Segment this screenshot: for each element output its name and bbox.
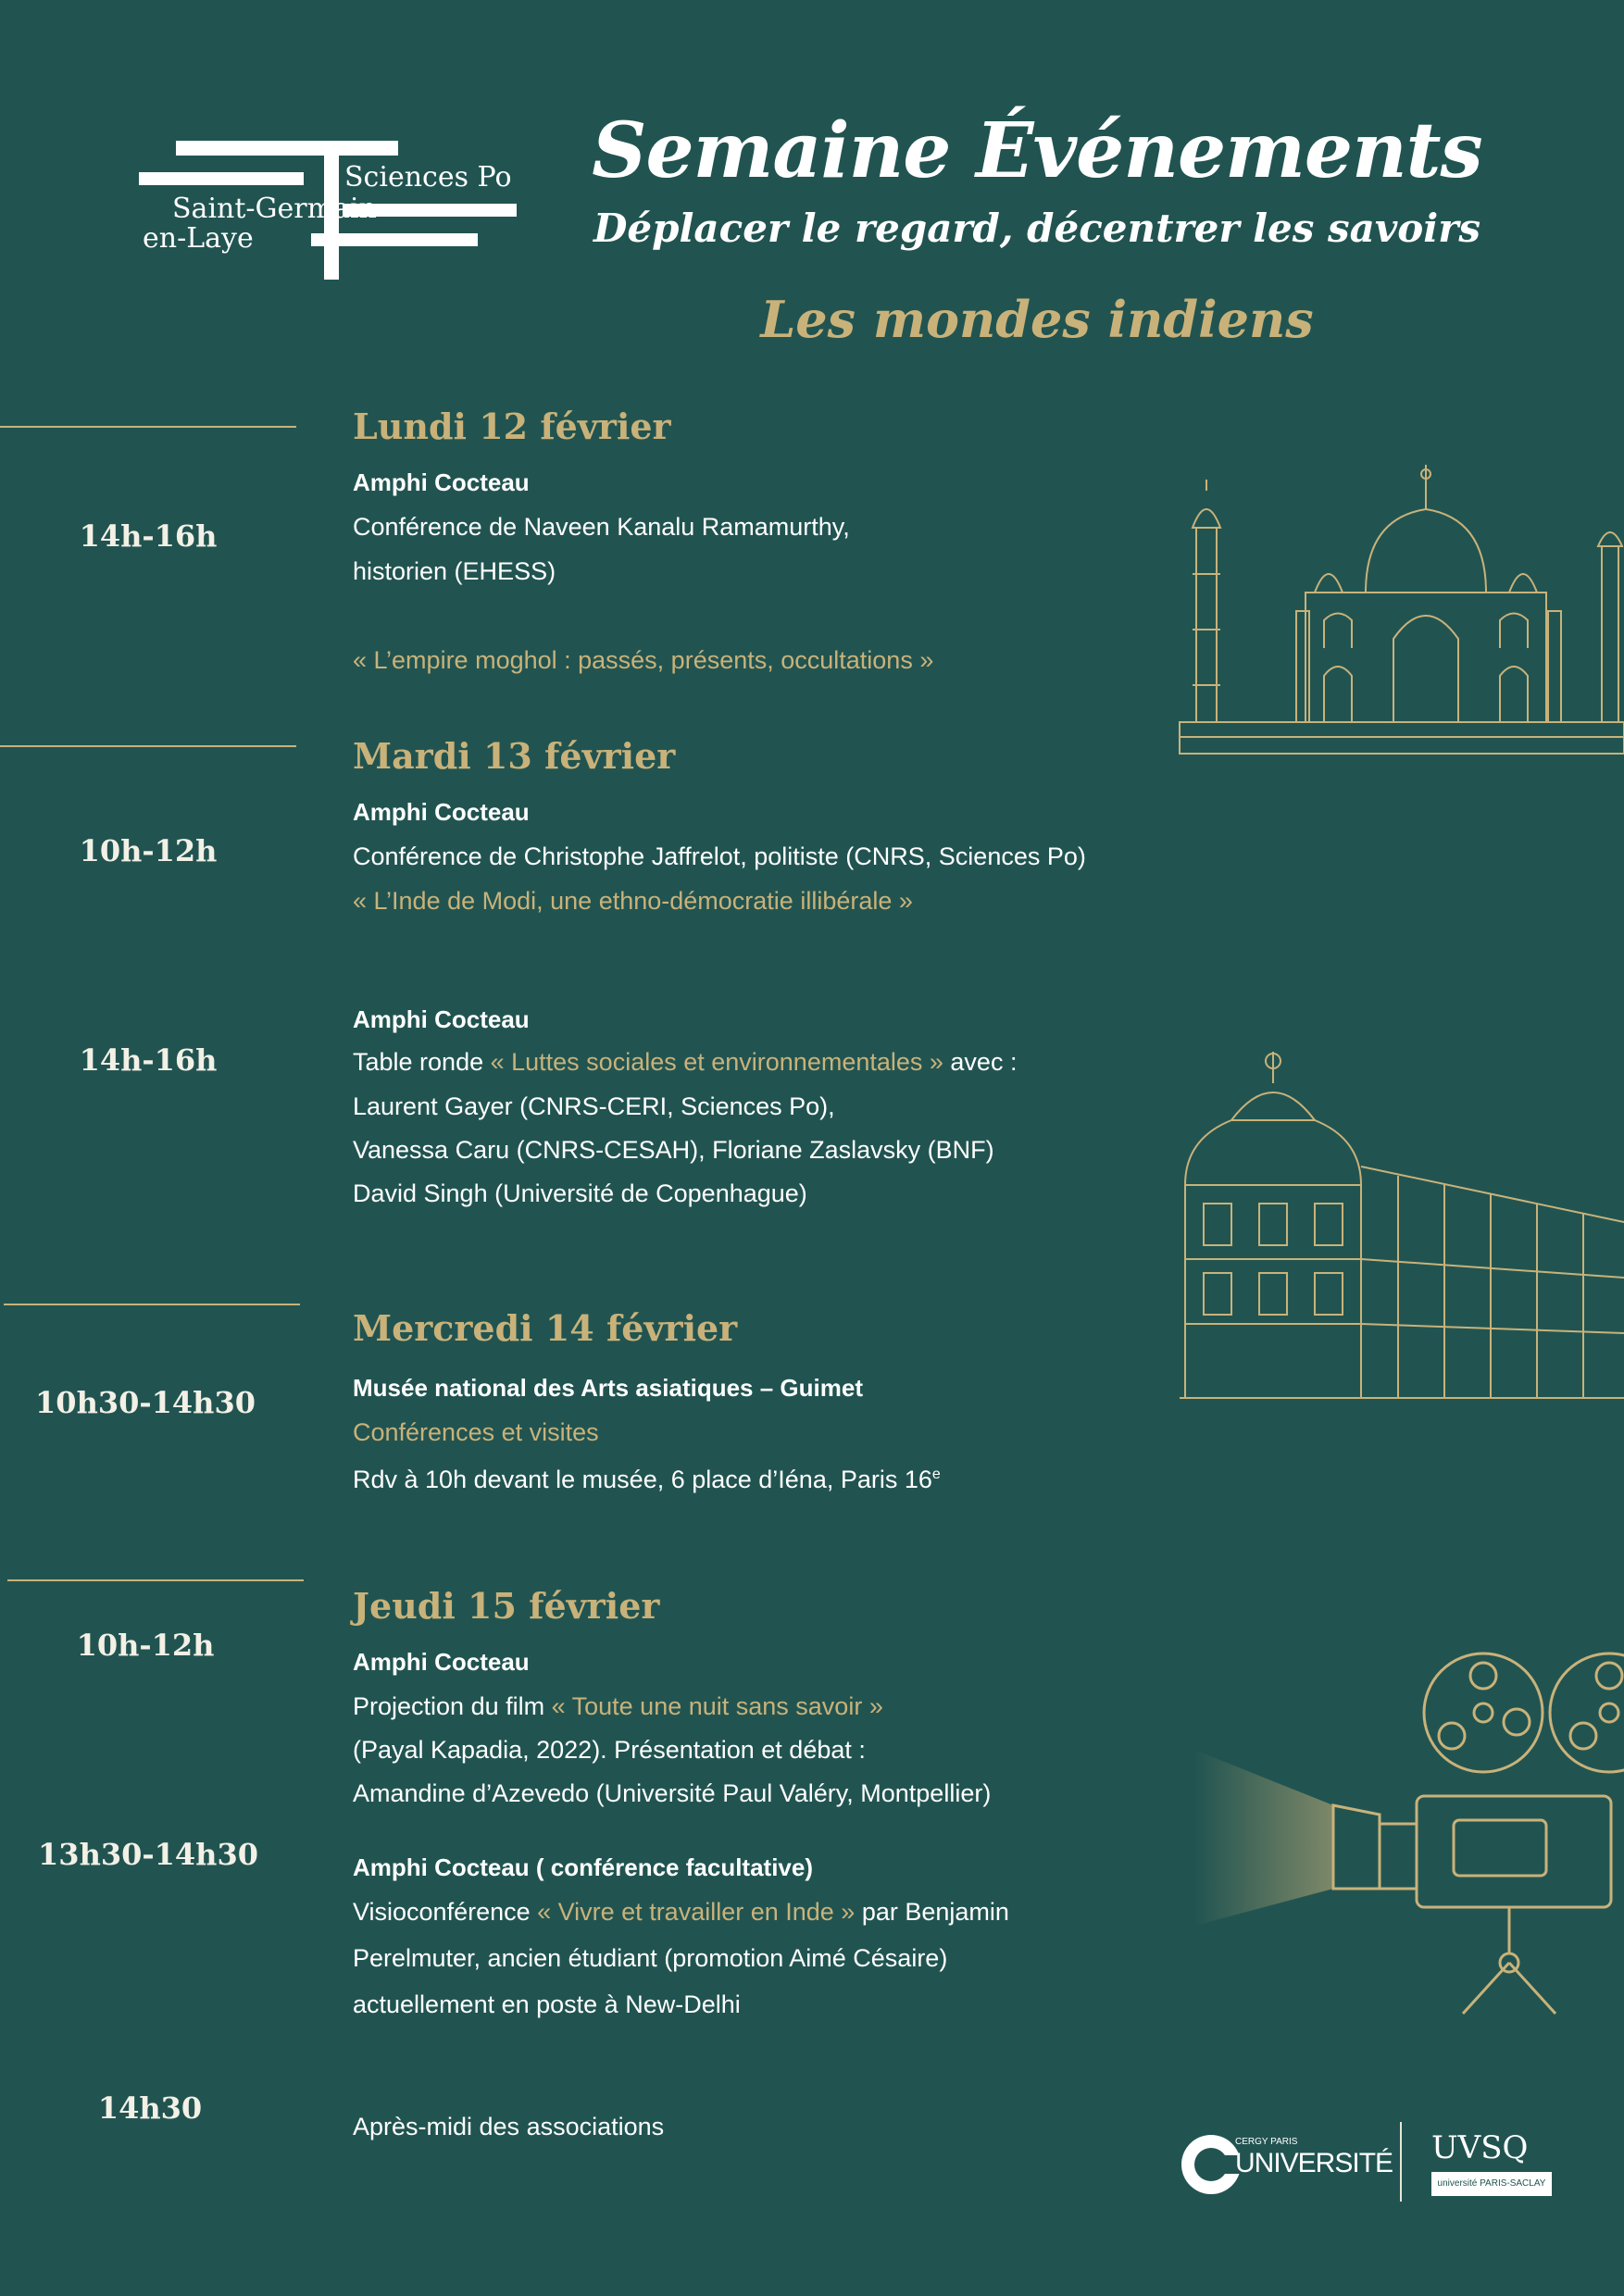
rdv-superscript: e [931, 1466, 941, 1482]
text-thursday-film-line2: (Payal Kapadia, 2022). Présentation et débat : [353, 1736, 866, 1764]
venue-monday: Amphi Cocteau [353, 468, 530, 496]
logo-bar-top [176, 141, 398, 156]
venue-thursday-1: Amphi Cocteau [353, 1648, 530, 1676]
visio-title: « Vivre et travailler en Inde » [537, 1898, 856, 1926]
logo-text-sciences-po: Sciences Po [344, 161, 512, 193]
text-monday-line2: historien (EHESS) [353, 557, 556, 585]
page-title: Semaine Événements [592, 106, 1482, 195]
time-thursday-3: 14h30 [97, 2090, 203, 2126]
sciences-po-logo [139, 137, 528, 285]
text-wednesday-activity: Conférences et visites [353, 1418, 599, 1446]
uvsq-logo-text: UVSQ [1431, 2129, 1529, 2166]
text-tuesday-speaker3: David Singh (Université de Copenhague) [353, 1179, 807, 1207]
visio-prefix: Visioconférence [353, 1898, 538, 1926]
day-heading-wednesday: Mercredi 14 février [353, 1307, 738, 1349]
text-monday-line1: Conférence de Naveen Kanalu Ramamurthy, [353, 513, 850, 541]
cy-logo-main-text: UNIVERSITÉ [1235, 2148, 1393, 2178]
text-wednesday-rdv [353, 1466, 941, 1494]
text-tuesday-speaker2: Vanessa Caru (CNRS-CESAH), Floriane Zaslavsky (BNF) [353, 1136, 994, 1164]
page-theme: Les mondes indiens [760, 290, 1314, 349]
cy-logo-mark-icon [1178, 2128, 1243, 2202]
divider-tuesday [0, 745, 296, 747]
museum-building-illustration [1176, 1046, 1624, 1400]
roundtable-title: « Luttes sociales et environnementales » [490, 1048, 943, 1076]
divider-monday [0, 426, 296, 428]
taj-mahal-illustration [1176, 454, 1624, 768]
time-thursday-1: 10h-12h [76, 1628, 215, 1663]
text-thursday-film [353, 1692, 883, 1721]
logo-text-saint-germain: Saint-Germain [172, 193, 377, 225]
day-heading-thursday: Jeudi 15 février [353, 1585, 660, 1627]
time-monday: 14h-16h [79, 518, 218, 554]
text-thursday-film-line3: Amandine d’Azevedo (Université Paul Valéry, Montpellier) [353, 1779, 992, 1807]
uvsq-logo [1431, 2129, 1554, 2200]
venue-thursday-2: Amphi Cocteau ( conférence facultative) [353, 1853, 813, 1881]
day-heading-tuesday: Mardi 13 février [353, 735, 676, 777]
page-subtitle: Déplacer le regard, décentrer les savoirs [593, 206, 1481, 251]
uvsq-logo-subtext: université PARIS-SACLAY [1431, 2172, 1552, 2196]
text-thursday-associations: Après-midi des associations [353, 2113, 665, 2140]
time-wednesday: 10h30-14h30 [35, 1385, 256, 1420]
cy-cergy-paris-universite-logo [1178, 2128, 1393, 2202]
film-prefix: Projection du film [353, 1692, 552, 1720]
film-title: « Toute une nuit sans savoir » [551, 1692, 883, 1720]
quote-monday: « L’empire moghol : passés, présents, occultations » [353, 646, 934, 674]
venue-tuesday-2: Amphi Cocteau [353, 1005, 530, 1033]
text-tuesday-roundtable [353, 1048, 1017, 1077]
venue-tuesday-1: Amphi Cocteau [353, 798, 530, 826]
logo-bar-lower [311, 233, 478, 246]
text-tuesday-speaker1: Laurent Gayer (CNRS-CERI, Sciences Po), [353, 1092, 835, 1120]
text-tuesday-line1: Conférence de Christophe Jaffrelot, politiste (CNRS, Sciences Po) [353, 842, 1086, 870]
footer-logo-divider [1400, 2122, 1402, 2202]
time-thursday-2: 13h30-14h30 [38, 1837, 258, 1872]
visio-suffix: par Benjamin [855, 1898, 1009, 1926]
cy-logo-small-text: CERGY PARIS [1235, 2137, 1298, 2147]
day-heading-monday: Lundi 12 février [353, 406, 671, 447]
venue-wednesday: Musée national des Arts asiatiques – Guimet [353, 1374, 863, 1402]
time-tuesday-1: 10h-12h [79, 833, 218, 868]
time-tuesday-2: 14h-16h [79, 1042, 218, 1078]
logo-text-en-laye: en-Laye [143, 222, 254, 255]
divider-thursday [7, 1579, 304, 1581]
rdv-text: Rdv à 10h devant le musée, 6 place d’Iéna, Paris 16 [353, 1466, 932, 1493]
roundtable-suffix: avec : [943, 1048, 1018, 1076]
text-thursday-visio-line3: actuellement en poste à New-Delhi [353, 1990, 741, 2018]
roundtable-prefix: Table ronde [353, 1048, 491, 1076]
logo-bar-upper-left [139, 172, 304, 185]
quote-tuesday-1: « L’Inde de Modi, une ethno-démocratie illibérale » [353, 887, 913, 915]
film-projector-illustration [1194, 1648, 1624, 2018]
divider-wednesday [4, 1304, 300, 1305]
text-thursday-visio-line2: Perelmuter, ancien étudiant (promotion Aimé Césaire) [353, 1944, 948, 1972]
text-thursday-visio [353, 1898, 1009, 1927]
projector-light-beam [1194, 1750, 1333, 1926]
